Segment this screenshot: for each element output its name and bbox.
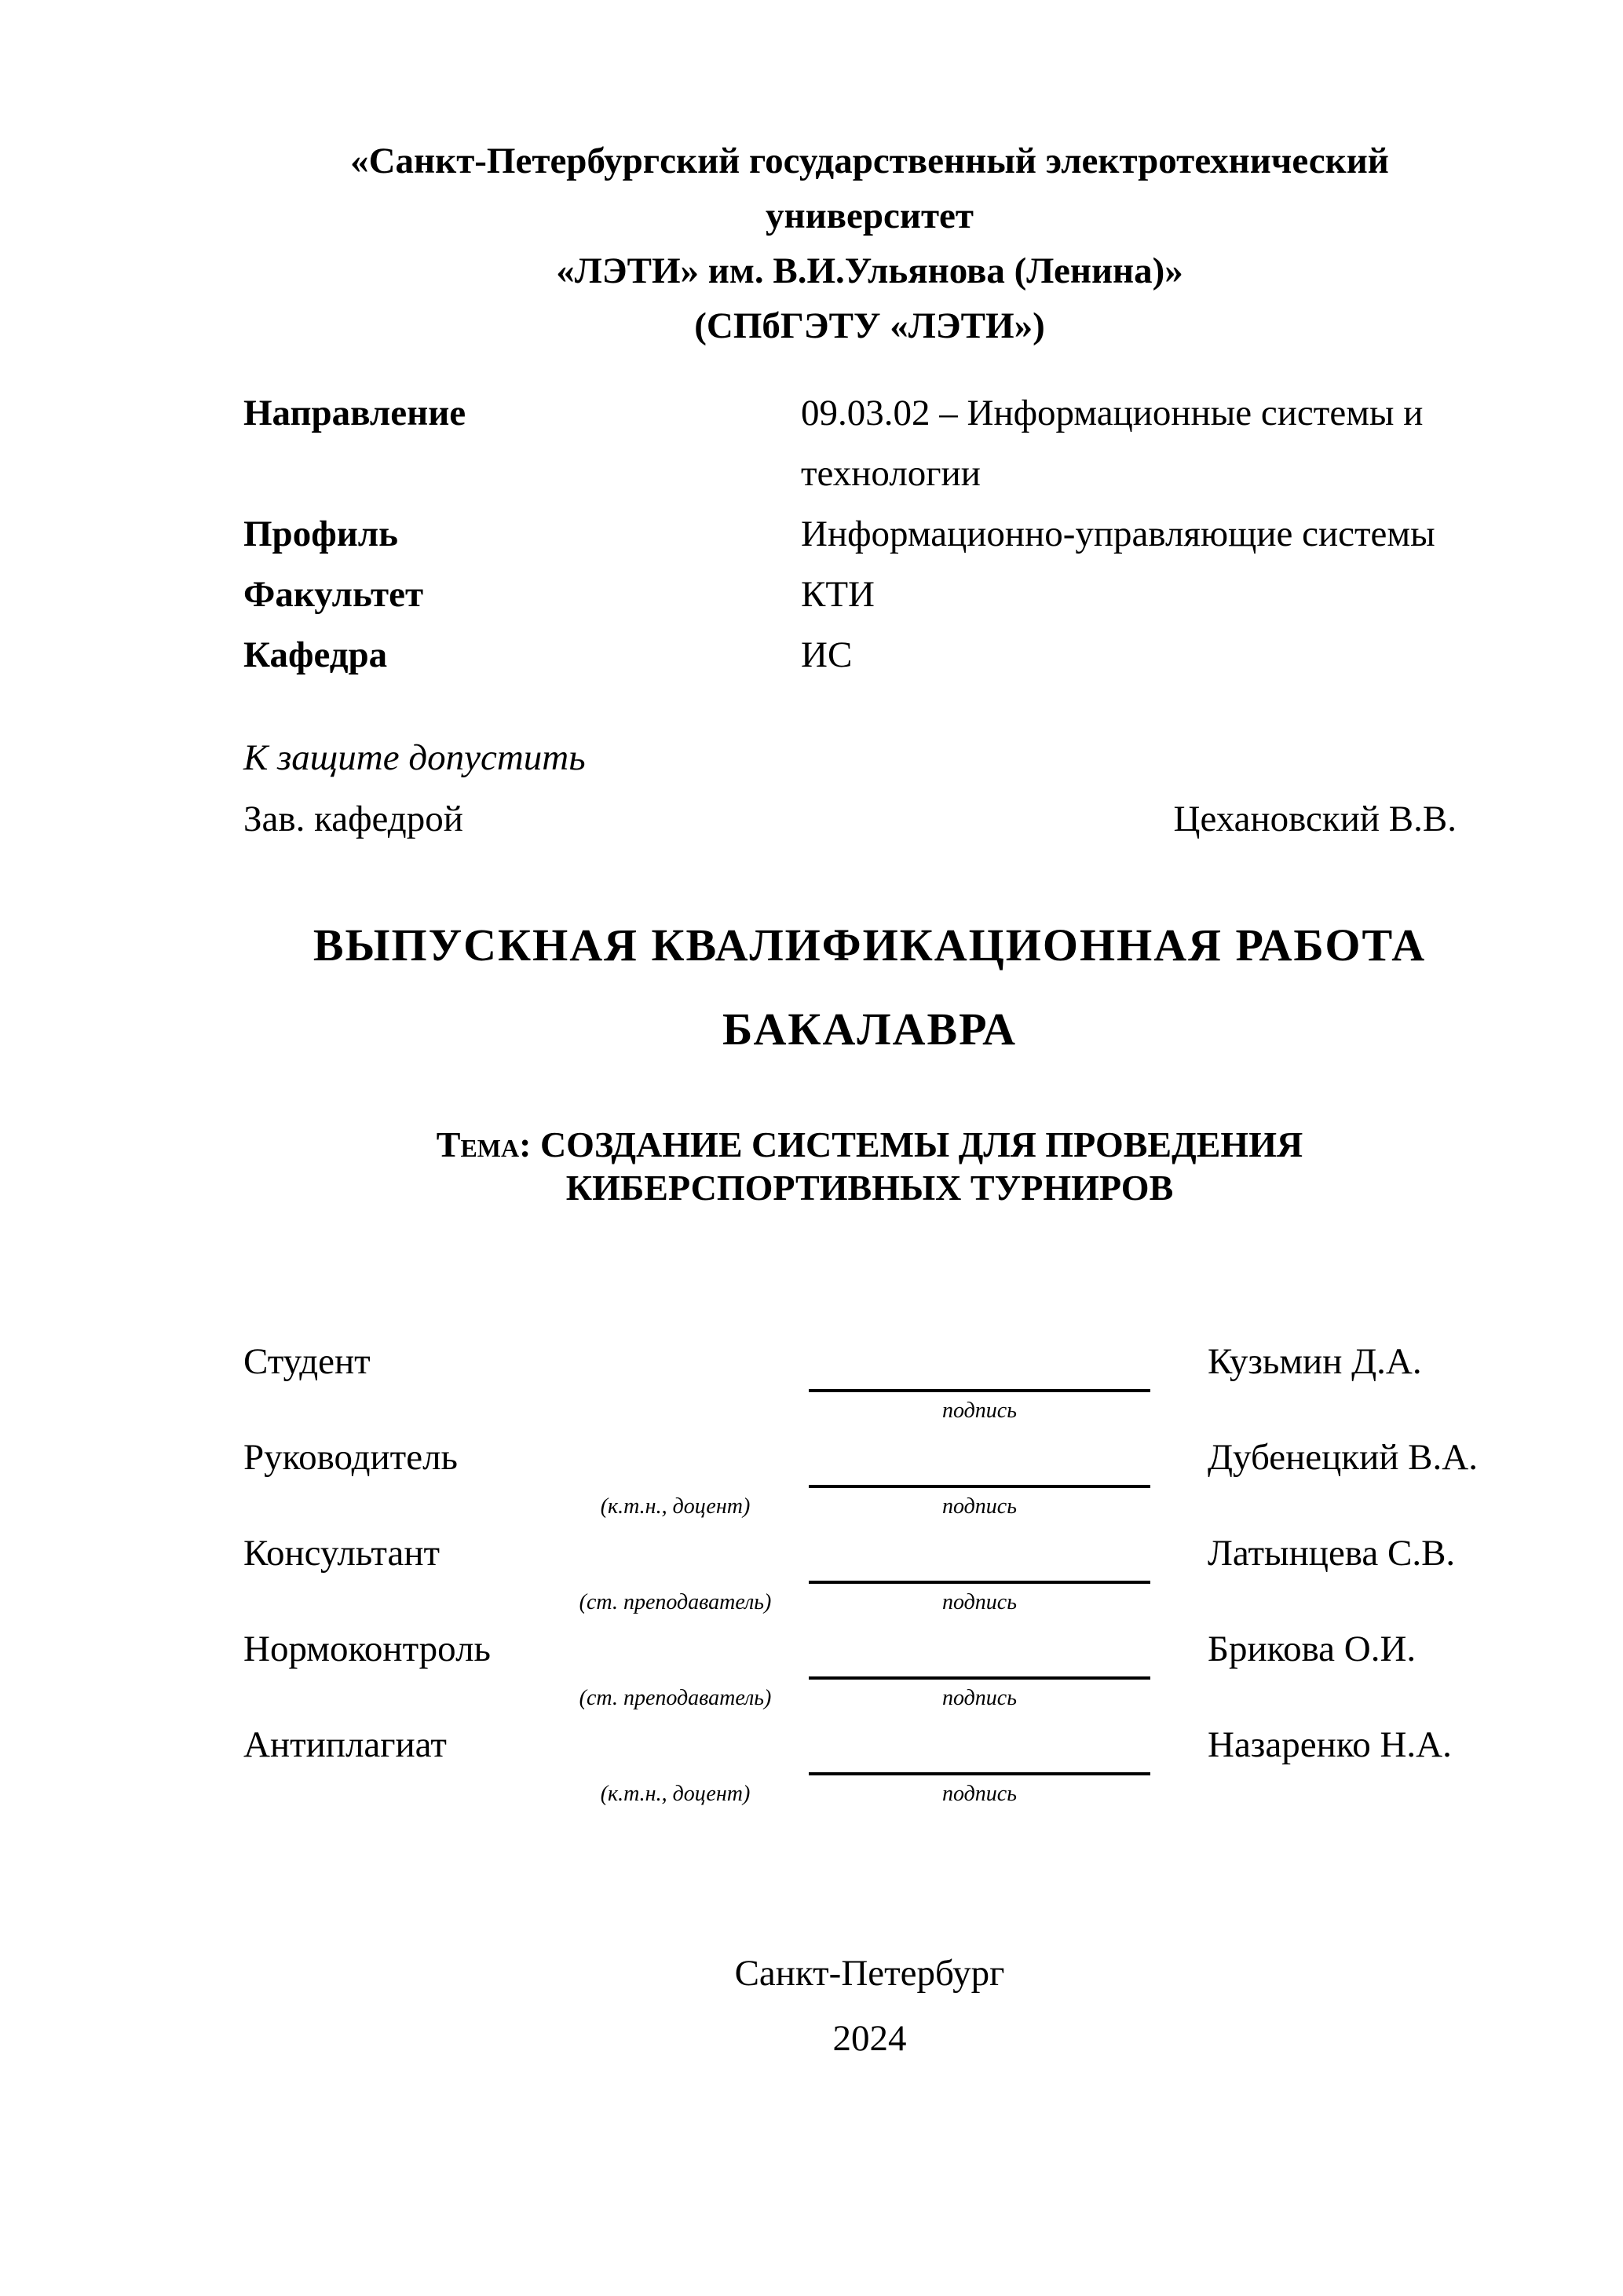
field-label-direction: Направление (243, 393, 466, 433)
signature-row-antiplagiarism (243, 1724, 1496, 1819)
signature-role: Нормоконтроль (243, 1629, 491, 1669)
signature-name: Кузьмин Д.А. (1208, 1341, 1422, 1382)
signature-caption: подпись (942, 1398, 1017, 1423)
signature-role: Антиплагиат (243, 1724, 447, 1765)
signature-caption: подпись (942, 1782, 1017, 1806)
admission-name: Цехановский В.В. (1173, 799, 1457, 839)
signature-qualifier: (ст. преподаватель) (579, 1590, 772, 1614)
program-info (243, 383, 1496, 686)
theme-title-part1: СОЗДАНИЕ СИСТЕМЫ ДЛЯ ПРОВЕДЕНИЯ (531, 1124, 1303, 1164)
signature-caption: подпись (942, 1494, 1017, 1519)
admission-role: Зав. кафедрой (243, 799, 463, 839)
signature-row-consultant (243, 1532, 1496, 1628)
signature-line (809, 1628, 1150, 1680)
university-header-line3: (СПбГЭТУ «ЛЭТИ») (694, 305, 1045, 346)
signature-line (809, 1340, 1150, 1392)
theme-title-part2: КИБЕРСПОРТИВНЫХ ТУРНИРОВ (565, 1168, 1174, 1208)
signature-qualifier: (к.т.н., доцент) (600, 1782, 751, 1806)
admission-block (243, 727, 1496, 850)
field-value-profile: Информационно-управляющие системы (801, 514, 1435, 554)
footer-city: Санкт-Петербург (734, 1953, 1005, 1994)
signature-row-student (243, 1340, 1496, 1436)
main-title-line1: ВЫПУСКНАЯ КВАЛИФИКАЦИОННАЯ РАБОТА (313, 919, 1427, 971)
signature-role: Студент (243, 1341, 371, 1382)
signature-qualifier: (ст. преподаватель) (579, 1686, 772, 1710)
university-header (243, 133, 1496, 353)
signature-name: Брикова О.И. (1208, 1629, 1416, 1669)
footer-block (243, 1941, 1496, 2071)
signature-line (809, 1436, 1150, 1488)
signature-name: Дубенецкий В.А. (1208, 1437, 1478, 1478)
signature-role: Руководитель (243, 1437, 458, 1478)
field-value-department: ИС (801, 634, 853, 675)
signature-line (809, 1724, 1150, 1775)
main-title (243, 903, 1496, 1071)
field-label-department: Кафедра (243, 634, 388, 675)
field-value-faculty: КТИ (801, 574, 875, 615)
signature-line (809, 1532, 1150, 1584)
signatures-block (243, 1340, 1496, 1819)
theme-prefix: Тема: (436, 1124, 532, 1164)
signature-row-normcontrol (243, 1628, 1496, 1724)
signature-name: Латынцева С.В. (1208, 1533, 1456, 1574)
footer-year: 2024 (832, 2018, 907, 2059)
field-value-direction: 09.03.02 – Информационные системы и технологии (801, 393, 1424, 494)
admission-phrase: К защите допустить (243, 737, 586, 778)
field-label-profile: Профиль (243, 514, 399, 554)
signature-qualifier: (к.т.н., доцент) (600, 1494, 751, 1519)
field-label-faculty: Факультет (243, 574, 424, 615)
theme-block (243, 1123, 1496, 1209)
main-title-line2: БАКАЛАВРА (722, 1004, 1018, 1055)
admission-row (243, 788, 1496, 850)
signature-caption: подпись (942, 1686, 1017, 1710)
university-header-line1: «Санкт-Петербургский государственный электротехнический университет (350, 141, 1389, 236)
signature-row-supervisor (243, 1436, 1496, 1532)
signature-role: Консультант (243, 1533, 440, 1574)
signature-caption: подпись (942, 1590, 1017, 1614)
theme-line1 (243, 1123, 1496, 1166)
signature-name: Назаренко Н.А. (1208, 1724, 1452, 1765)
university-header-line2: «ЛЭТИ» им. В.И.Ульянова (Ленина)» (556, 250, 1183, 291)
